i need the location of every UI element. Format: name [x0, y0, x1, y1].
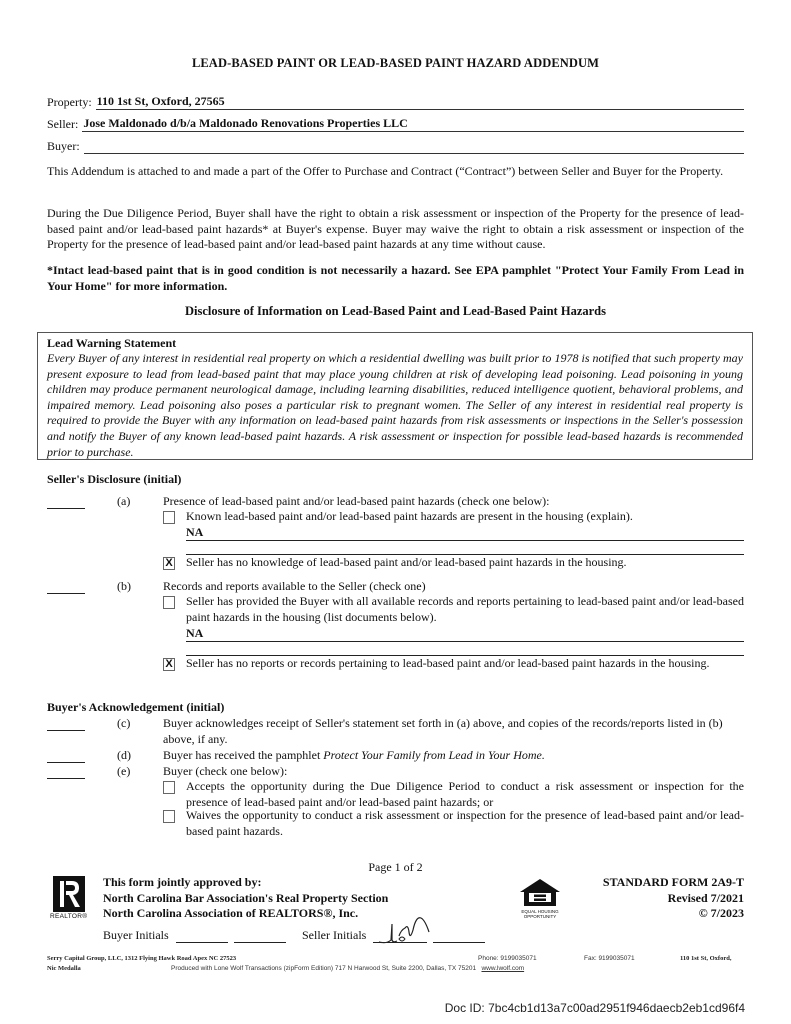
lead-warning-body: Every Buyer of any interest in residential real property on which a residential dwelling was built prior to 1978 is notified that such property may present exposure to lead from lead-based paint that may place young children at risk of developing lead poisoning. Lead poisoning in young children may produce permanent neurological damage, including learning disabilities, reduced intelligence quotient, behavioral problems, and impaired memory. Lead poisoning also poses a particular risk to pregnant women. The Seller of any interest in residential real property is required to provide the Buyer with any information on lead-based paint hazards from risk assessments or inspections in the Seller's possession and notify the Buyer of any known lead-based paint hazards. A risk assessment or inspection for possible lead-based hazards is recommended prior to purchase. [47, 351, 743, 459]
checkbox-b-provided-records[interactable] [163, 596, 175, 609]
buyer-initial-e-line[interactable] [47, 778, 85, 779]
seller-field [47, 116, 744, 132]
item-e-text: Buyer (check one below): [163, 764, 288, 778]
disclosure-heading: Disclosure of Information on Lead-Based Paint and Lead-Based Paint Hazards [185, 304, 606, 318]
option-a-no-knowledge-text: Seller has no knowledge of lead-based paint and/or lead-based paint hazards in the housing. [186, 555, 627, 569]
intro-paragraph: This Addendum is attached to and made a part of the Offer to Purchase and Contract (“Contract”) between Seller and Buyer for the Property. [47, 164, 724, 178]
doc-id: Doc ID: 7bc4cb1d13a7c00ad2951f946daecb2eb1cd96f4 [444, 1001, 745, 1015]
equal-housing-icon [516, 877, 564, 907]
producer-fax: Fax: 9199035071 [584, 955, 635, 962]
lead-warning-box [37, 332, 753, 460]
due-diligence-paragraph: During the Due Diligence Period, Buyer shall have the right to obtain a risk assessment or inspection of the Property for the presence of lead-based paint and/or lead-based paint hazards* at Buyer's expense. Buyer may waive the right to obtain a risk assessment or inspection of the Property for the presence of lead-based paint and/or lead-based paint hazards at any time without cause. [47, 206, 744, 252]
checkbox-a-no-knowledge[interactable]: X [163, 557, 175, 570]
item-d-text [163, 748, 743, 764]
option-e-waives-text: Waives the opportunity to conduct a risk assessment or inspection for the presence of lead-based paint and/or lead-based paint hazards. [186, 808, 744, 838]
option-e-accepts-text: Accepts the opportunity during the Due Diligence Period to conduct a risk assessment or inspection for the presence of lead-based paint and/or lead-based paint hazards; or [186, 779, 744, 809]
item-b-text: Records and reports available to the Seller (check one) [163, 579, 426, 593]
buyer-field [47, 138, 744, 154]
property-value[interactable]: 110 1st St, Oxford, 27565 [96, 95, 744, 110]
buyer-initial-c-line[interactable] [47, 730, 85, 731]
form-name: STANDARD FORM 2A9-T [602, 875, 744, 889]
item-letter-b: (b) [117, 579, 131, 593]
buyer-ack-heading: Buyer's Acknowledgement (initial) [47, 700, 225, 714]
seller-initials-signature [375, 912, 445, 946]
item-a-text: Presence of lead-based paint and/or lead-based paint hazards (check one below): [163, 494, 550, 508]
item-letter-e: (e) [117, 764, 131, 778]
explain-a-field[interactable]: NA [186, 525, 744, 541]
producer-company: Serry Capital Group, LLC, 1312 Flying Hawk Road Apex NC 27523 [47, 955, 237, 962]
equal-housing-text: EQUAL HOUSING OPPORTUNITY [521, 909, 559, 919]
producer-agent: Nic Medalla [47, 965, 81, 972]
option-b-provided-records-text: Seller has provided the Buyer with all available records and reports pertaining to lead-based paint and/or lead-based paint hazards in the housing (list documents below). [186, 594, 744, 624]
seller-value[interactable]: Jose Maldonado d/b/a Maldonado Renovations Properties LLC [82, 117, 744, 132]
pamphlet-title: Protect Your Family from Lead in Your Home. [323, 748, 545, 762]
buyer-initials-line-2[interactable] [234, 942, 286, 943]
lead-warning-heading: Lead Warning Statement [47, 336, 177, 350]
item-letter-a: (a) [117, 494, 131, 508]
seller-initial-a-line[interactable] [47, 508, 85, 509]
form-copyright: © 7/2023 [698, 906, 744, 920]
approving-org-1: North Carolina Bar Association's Real Property Section [103, 891, 389, 905]
realtor-logo-icon [53, 876, 85, 912]
seller-disclosure-heading: Seller's Disclosure (initial) [47, 472, 182, 486]
seller-initials-label: Seller Initials [302, 928, 367, 942]
realtor-logo-text: REALTOR® [50, 913, 88, 920]
produced-with-text: Produced with Lone Wolf Transactions (zipForm Edition) 717 N Harwood St, Suite 2200, Dallas, TX 75201 [171, 965, 477, 972]
buyer-initials-line-1[interactable] [176, 942, 228, 943]
produced-with [171, 965, 524, 972]
item-c-text: Buyer acknowledges receipt of Seller's statement set forth in (a) above, and copies of the records/reports listed in (b) above, if any. [163, 716, 723, 746]
item-letter-d: (d) [117, 748, 131, 762]
document-title: LEAD-BASED PAINT OR LEAD-BASED PAINT HAZARD ADDENDUM [191, 56, 600, 70]
producer-phone: Phone: 9199035071 [478, 955, 537, 962]
property-field [47, 94, 744, 110]
checkbox-e-waives[interactable] [163, 810, 175, 823]
producer-property: 110 1st St, Oxford, [680, 955, 732, 962]
checkbox-e-accepts[interactable] [163, 781, 175, 794]
documents-b-field[interactable]: NA [186, 626, 744, 642]
seller-initial-b-line[interactable] [47, 593, 85, 594]
seller-label: Seller: [47, 117, 79, 131]
checkbox-b-no-records[interactable]: X [163, 658, 175, 671]
option-b-no-records-text: Seller has no reports or records pertaining to lead-based paint and/or lead-based paint hazards in the housing. [186, 656, 710, 670]
item-d-text-prefix: Buyer has received the pamphlet [163, 748, 324, 762]
approving-org-2: North Carolina Association of REALTORS®, Inc. [103, 906, 359, 920]
property-label: Property: [47, 95, 92, 109]
page-number: Page 1 of 2 [368, 860, 423, 874]
checkbox-a-known-hazards[interactable] [163, 511, 175, 524]
approved-by: This form jointly approved by: [103, 875, 262, 889]
option-a-known-hazards-text: Known lead-based paint and/or lead-based paint hazards are present in the housing (explain). [186, 509, 633, 523]
buyer-initial-d-line[interactable] [47, 762, 85, 763]
item-letter-c: (c) [117, 716, 131, 730]
buyer-initials-label: Buyer Initials [103, 928, 169, 942]
buyer-value[interactable] [84, 139, 744, 154]
lwolf-link[interactable]: www.lwolf.com [481, 965, 525, 972]
footnote-paragraph: *Intact lead-based paint that is in good condition is not necessarily a hazard. See EPA pamphlet "Protect Your Family From Lead in Your Home" for more information. [47, 263, 744, 293]
buyer-label: Buyer: [47, 139, 80, 153]
form-revised: Revised 7/2021 [667, 891, 744, 905]
